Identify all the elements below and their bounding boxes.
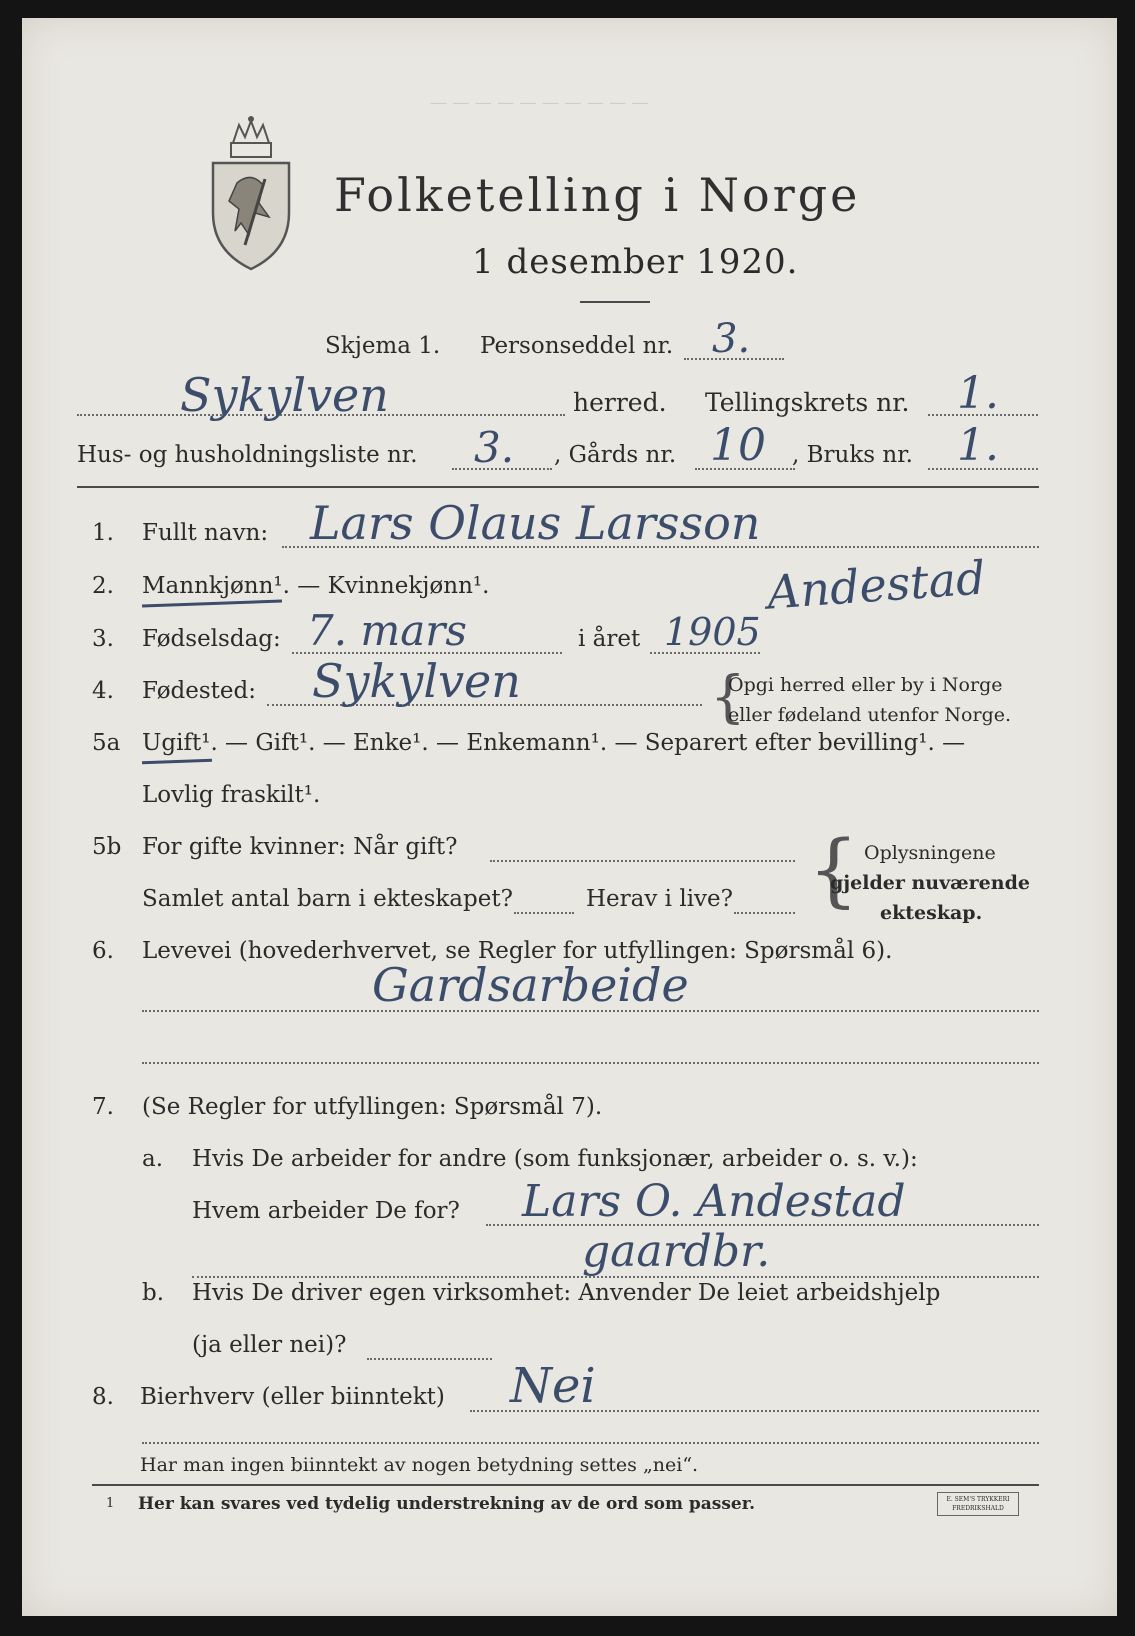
q7b-label-2: (ja eller nei)?: [192, 1332, 347, 1358]
bleed-through-text: — — — — — — — — — —: [430, 93, 649, 113]
q5a-label: Ugift¹. — Gift¹. — Enke¹. — Enkemann¹. — Separert efter bevilling¹. —: [142, 730, 966, 756]
q7-number: 7.: [92, 1094, 114, 1120]
q7a-number: a.: [142, 1146, 164, 1172]
q4-brace: {: [710, 665, 746, 730]
q7a-label: Hvis De arbeider for andre (som funksjonær, arbeider o. s. v.):: [192, 1146, 918, 1172]
footer-note: Har man ingen biinntekt av nogen betydning settes „nei“.: [140, 1454, 699, 1476]
q5a-label-2: Lovlig fraskilt¹.: [142, 782, 321, 808]
form-title: Folketelling i Norge: [334, 168, 861, 222]
husholdning-value[interactable]: 3.: [474, 423, 515, 472]
q6-label: Levevei (hovederhvervet, se Regler for utfyllingen: Spørsmål 6).: [142, 938, 893, 964]
q5b-number: 5b: [92, 834, 122, 860]
q5b-label-2: Samlet antal barn i ekteskapet?: [142, 886, 513, 912]
q3-birth-date[interactable]: 7. mars: [307, 606, 467, 655]
gards-label: , Gårds nr.: [554, 442, 677, 468]
q5b-note-2: gjelder nuværende: [830, 872, 1030, 894]
q5b-note-3: ekteskap.: [880, 902, 983, 924]
q4-label: Fødested:: [142, 678, 257, 704]
q3-number: 3.: [92, 626, 114, 652]
q5a-number: 5a: [92, 730, 121, 756]
footnote-mark: 1: [106, 1496, 115, 1511]
q5b-brace: {: [808, 823, 859, 916]
footer-rule: [92, 1484, 1039, 1486]
q4-note-1: Opgi herred eller by i Norge: [728, 674, 1003, 696]
title-divider: [580, 301, 650, 303]
q8-label: Bierhverv (eller biinntekt): [140, 1384, 445, 1410]
q4-note-2: eller fødeland utenfor Norge.: [728, 704, 1012, 726]
printer-stamp-line-1: E. SEM'S TRYKKERI: [946, 1496, 1010, 1503]
q1-label: Fullt navn:: [142, 520, 269, 546]
census-form: [22, 18, 1117, 1616]
coat-of-arms-icon: [205, 113, 297, 273]
q1-number: 1.: [92, 520, 114, 546]
q5b-note-1: Oplysningene: [864, 842, 996, 864]
herred-value[interactable]: Sykylven: [180, 368, 389, 422]
q7a-employer[interactable]: Lars O. Andestad: [522, 1176, 906, 1227]
personseddel-value[interactable]: 3.: [712, 316, 751, 362]
husholdning-label: Hus- og husholdningsliste nr.: [77, 442, 418, 468]
bruks-label: , Bruks nr.: [792, 442, 913, 468]
q3-label: Fødselsdag:: [142, 626, 281, 652]
q5a-status-underline: [142, 759, 212, 764]
q3-birth-year[interactable]: 1905: [664, 610, 761, 654]
q7a-employer-title[interactable]: gaardbr.: [582, 1226, 771, 1277]
tellingskrets-label: Tellingskrets nr.: [705, 388, 910, 417]
header-rule: [77, 486, 1039, 488]
q7a-label-2: Hvem arbeider De for?: [192, 1198, 460, 1224]
q6-number: 6.: [92, 938, 114, 964]
q6-line-2: [142, 1062, 1039, 1064]
q2-number: 2.: [92, 573, 114, 599]
herred-label: herred.: [573, 388, 667, 417]
personseddel-label: Personseddel nr.: [480, 333, 674, 359]
footnote: Her kan svares ved tydelig understrekning av de ord som passer.: [138, 1494, 756, 1514]
q5b-label: For gifte kvinner: Når gift?: [142, 834, 458, 860]
skjema-label: Skjema 1.: [325, 333, 441, 359]
bruks-value[interactable]: 1.: [957, 420, 999, 471]
q6-occupation[interactable]: Gardsarbeide: [372, 958, 689, 1012]
q2-label: Mannkjønn¹. — Kvinnekjønn¹.: [142, 573, 490, 599]
q7b-line: [367, 1358, 492, 1360]
tellingskrets-value[interactable]: 1.: [957, 368, 999, 419]
q8-line-2: [142, 1442, 1039, 1444]
q8-number: 8.: [92, 1384, 114, 1410]
q4-number: 4.: [92, 678, 114, 704]
printer-stamp: [937, 1492, 1019, 1516]
q4-birthplace[interactable]: Sykylven: [312, 654, 521, 708]
q1-full-name[interactable]: Lars Olaus Larsson: [310, 496, 761, 550]
q7b-label: Hvis De driver egen virksomhet: Anvender De leiet arbeidshjelp: [192, 1280, 941, 1306]
q5b-children-line: [514, 912, 574, 914]
q7-label: (Se Regler for utfyllingen: Spørsmål 7).: [142, 1094, 603, 1120]
q5b-married-line: [490, 860, 795, 862]
q1-name-addition[interactable]: Andestad: [765, 550, 988, 620]
q7b-number: b.: [142, 1280, 165, 1306]
printer-stamp-line-2: FREDRIKSHALD: [952, 1505, 1004, 1512]
q8-secondary-income[interactable]: Nei: [510, 1358, 596, 1414]
q2-gender-underline: [142, 600, 282, 608]
q3-year-label: i året: [578, 626, 641, 652]
q5b-alive-line: [734, 912, 795, 914]
census-date: 1 desember 1920.: [472, 242, 799, 282]
gards-value[interactable]: 10: [710, 420, 766, 471]
q5b-label-3: Herav i live?: [586, 886, 733, 912]
